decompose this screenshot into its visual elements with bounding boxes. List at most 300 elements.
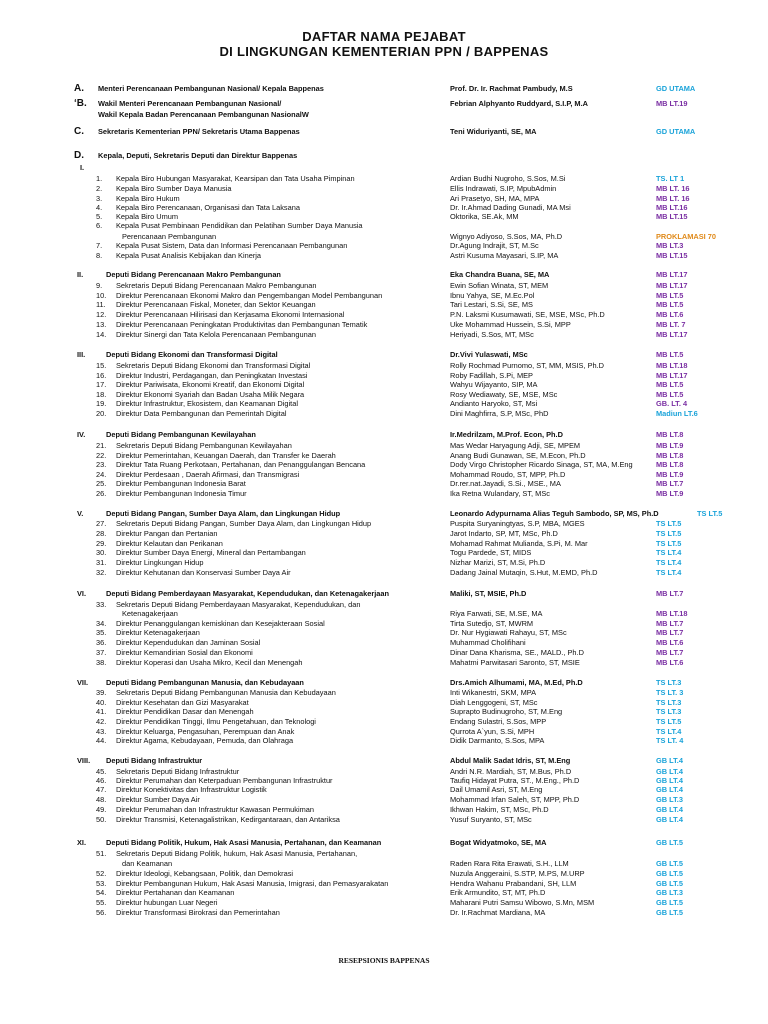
list-row xyxy=(0,310,768,320)
section-letter: A. xyxy=(74,83,84,94)
list-row xyxy=(0,509,768,519)
position-title: Sekretaris Deputi Bidang Infrastruktur xyxy=(116,767,240,776)
list-row xyxy=(0,174,768,184)
position-title: Deputi Bidang Infrastruktur xyxy=(106,756,203,765)
position-title: Direktur Kemandirian Sosial dan Ekonomi xyxy=(116,648,253,657)
location-badge: TS LT.3 xyxy=(656,678,682,687)
location-badge: GD UTAMA xyxy=(656,127,696,136)
position-title: Direktur Kependudukan dan Jaminan Sosial xyxy=(116,638,261,647)
list-row xyxy=(0,707,768,717)
location-badge: GB LT.5 xyxy=(656,879,683,888)
official-name: Ellis Indrawati, S.IP, MpubAdmin xyxy=(450,184,557,193)
list-row xyxy=(0,589,768,599)
position-title: Kepala Pusat Analisis Kebijakan dan Kinerja xyxy=(116,251,262,260)
list-row xyxy=(0,548,768,558)
row-number: 44. xyxy=(96,736,107,745)
official-name: Teni Widuriyanti, SE, MA xyxy=(450,127,537,136)
location-badge: MB LT.5 xyxy=(656,390,684,399)
list-row xyxy=(0,84,768,94)
position-title: Deputi Bidang Pembangunan Manusia, dan Kebudayaan xyxy=(106,678,304,687)
official-name: Dr. Nur Hygiawati Rahayu, ST, MSc xyxy=(450,628,567,637)
location-badge: MB LT.7 xyxy=(656,589,684,598)
position-title: Direktur Perencanaan Fiskal, Moneter, dan Sektor Keuangan xyxy=(116,300,316,309)
position-title: Direktur hubungan Luar Negeri xyxy=(116,898,218,907)
location-badge: Madiun LT.6 xyxy=(656,409,698,418)
official-name: Mohammad Roudo, ST, MPP, Ph.D xyxy=(450,470,566,479)
row-number: 28. xyxy=(96,529,107,538)
location-badge: MB LT.15 xyxy=(656,251,688,260)
list-row xyxy=(0,736,768,746)
row-number: 49. xyxy=(96,805,107,814)
row-number: 9. xyxy=(96,281,103,290)
list-row xyxy=(0,270,768,280)
list-row xyxy=(0,163,768,173)
location-badge: MB LT.6 xyxy=(656,658,684,667)
official-name: Togu Pardede, ST, MIDS xyxy=(450,548,532,557)
list-row xyxy=(0,628,768,638)
list-row xyxy=(0,888,768,898)
official-name: Puspita Suryaningtyas, S.P, MBA, MGES xyxy=(450,519,585,528)
location-badge: MB LT.17 xyxy=(656,330,688,339)
official-name: Febrian Alphyanto Ruddyard, S.I.P, M.A xyxy=(450,99,588,108)
location-badge: MB LT.17 xyxy=(656,371,688,380)
position-title: Menteri Perencanaan Pembangunan Nasional/ Kepala Bappenas xyxy=(98,84,324,93)
location-badge: MB LT.17 xyxy=(656,270,688,279)
row-number: VII. xyxy=(77,678,89,687)
location-badge: MB LT.9 xyxy=(656,441,684,450)
official-name: Yusuf Suryanto, ST, MSc xyxy=(450,815,532,824)
list-row xyxy=(0,638,768,648)
official-name: Dr.Agung Indrajit, ST, M.Sc xyxy=(450,241,539,250)
location-badge: GB LT.5 xyxy=(656,838,683,847)
location-badge: MB LT.9 xyxy=(656,470,684,479)
row-number: 36. xyxy=(96,638,107,647)
location-badge: MB LT.8 xyxy=(656,430,684,439)
list-row xyxy=(0,908,768,918)
official-name: Mahatmi Parwitasari Saronto, ST, MSIE xyxy=(450,658,580,667)
position-title: Kepala Biro Perencanaan, Organisasi dan Tata Laksana xyxy=(116,203,300,212)
position-title: Direktur Sinergi dan Tata Kelola Perencanaan Pembangunan xyxy=(116,330,316,339)
list-row xyxy=(0,869,768,879)
row-number: I. xyxy=(80,163,85,172)
official-name: Eka Chandra Buana, SE, MA xyxy=(450,270,550,279)
official-name: Mohammad Irfan Saleh, ST, MPP, Ph.D xyxy=(450,795,580,804)
row-number: 25. xyxy=(96,479,107,488)
row-number: 38. xyxy=(96,658,107,667)
row-number: 43. xyxy=(96,727,107,736)
location-badge: GB LT.4 xyxy=(656,785,683,794)
list-row xyxy=(0,320,768,330)
row-number: 3. xyxy=(96,194,103,203)
official-name: Uke Mohammad Hussein, S.Si, MPP xyxy=(450,320,571,329)
location-badge: MB LT. 16 xyxy=(656,184,690,193)
position-title: Deputi Bidang Politik, Hukum, Hak Asasi Manusia, Pertahanan, dan Keamanan xyxy=(106,838,382,847)
document-title-line2: DI LINGKUNGAN KEMENTERIAN PPN / BAPPENAS xyxy=(219,44,549,59)
position-title: Direktur Pendidikan Dasar dan Menengah xyxy=(116,707,254,716)
official-name: Endang Sulastri, S.Sos, MPP xyxy=(450,717,547,726)
location-badge: GB LT.3 xyxy=(656,888,683,897)
official-name: Dr.rer.nat.Jayadi, S.Si., MSE., MA xyxy=(450,479,561,488)
list-row xyxy=(0,558,768,568)
row-number: VI. xyxy=(77,589,87,598)
position-title: Direktur Penanggulangan kemiskinan dan Kesejakteraan Sosial xyxy=(116,619,325,628)
row-number: 47. xyxy=(96,785,107,794)
position-title: Direktur Keluarga, Pengasuhan, Perempuan dan Anak xyxy=(116,727,295,736)
row-number: 54. xyxy=(96,888,107,897)
row-number: 41. xyxy=(96,707,107,716)
row-number: 22. xyxy=(96,451,107,460)
list-row xyxy=(0,898,768,908)
position-title: Perencanaan Pembangunan xyxy=(122,232,217,241)
official-name: Rolly Rochmad Purnomo, ST, MM, MSIS, Ph.D xyxy=(450,361,605,370)
list-row xyxy=(0,519,768,529)
row-number: 19. xyxy=(96,399,107,408)
official-name: Nizhar Marizi, ST, M.Si, Ph.D xyxy=(450,558,546,567)
official-name: Qurrota A`yun, S.Si, MPH xyxy=(450,727,535,736)
list-row xyxy=(0,568,768,578)
location-badge: GB LT.5 xyxy=(656,898,683,907)
row-number: 52. xyxy=(96,869,107,878)
location-badge: MB LT.5 xyxy=(656,350,684,359)
official-name: Dody Virgo Christopher Ricardo Sinaga, ST, MA, M.Eng xyxy=(450,460,633,469)
row-number: 55. xyxy=(96,898,107,907)
position-title: Kepala Biro Hubungan Masyarakat, Kearsipan dan Tata Usaha Pimpinan xyxy=(116,174,355,183)
row-number: 40. xyxy=(96,698,107,707)
list-row xyxy=(0,859,768,869)
footer-text: RESEPSIONIS BAPPENAS xyxy=(338,956,430,965)
official-name: Jarot Indarto, SP, MT, MSc, Ph.D xyxy=(450,529,558,538)
official-name: Hendra Wahanu Prabandani, SH, LLM xyxy=(450,879,577,888)
location-badge: GB LT.5 xyxy=(656,869,683,878)
location-badge: GD UTAMA xyxy=(656,84,696,93)
row-number: 17. xyxy=(96,380,107,389)
row-number: 18. xyxy=(96,390,107,399)
official-name: Drs.Amich Alhumami, MA, M.Ed, Ph.D xyxy=(450,678,583,687)
row-number: 12. xyxy=(96,310,107,319)
row-number: 11. xyxy=(96,300,106,309)
official-name: Erik Armundito, ST, MT, Ph.D xyxy=(450,888,546,897)
row-number: 15. xyxy=(96,361,107,370)
list-row xyxy=(0,430,768,440)
official-name: Anang Budi Gunawan, SE, M.Econ, Ph.D xyxy=(450,451,586,460)
row-number: 1. xyxy=(96,174,103,183)
location-badge: TS LT.5 xyxy=(656,539,682,548)
location-badge: TS LT.5 xyxy=(656,519,682,528)
official-name: Muhammad Cholifihani xyxy=(450,638,526,647)
position-title: Direktur Perencanaan Hilirisasi dan Kerjasama Ekonomi Internasional xyxy=(116,310,345,319)
row-number: 33. xyxy=(96,600,107,609)
position-title: Sekretaris Kementerian PPN/ Sekretaris Utama Bappenas xyxy=(98,127,300,136)
row-number: 45. xyxy=(96,767,107,776)
list-row xyxy=(0,609,768,619)
position-title: Kepala Biro Hukum xyxy=(116,194,180,203)
row-number: 37. xyxy=(96,648,107,657)
row-number: 5. xyxy=(96,212,103,221)
official-name: Maliki, ST, MSIE, Ph.D xyxy=(450,589,527,598)
official-name: Ikhwan Hakim, ST, MSc, Ph.D xyxy=(450,805,549,814)
official-name: Dr. Ir.Ahmad Dading Gunadi, MA Msi xyxy=(450,203,571,212)
list-row xyxy=(0,330,768,340)
official-name: Ari Prasetyo, SH, MA, MPA xyxy=(450,194,540,203)
official-name: Ika Retna Wulandary, ST, MSc xyxy=(450,489,550,498)
position-title: Sekretaris Deputi Bidang Pembangunan Manusia dan Kebudayaan xyxy=(116,688,336,697)
position-title: Direktur Lingkungan Hidup xyxy=(116,558,204,567)
row-number: 29. xyxy=(96,539,107,548)
location-badge: MB LT.19 xyxy=(656,99,688,108)
list-row xyxy=(0,221,768,231)
location-badge: PROKLAMASI 70 xyxy=(656,232,716,241)
position-title: Direktur Sumber Daya Energi, Mineral dan Pertambangan xyxy=(116,548,306,557)
official-name: Nuzula Anggeraini, S.STP, M.PS, M.URP xyxy=(450,869,585,878)
location-badge: MB LT.6 xyxy=(656,638,684,647)
list-row xyxy=(0,815,768,825)
official-name: Taufiq Hidayat Putra, ST., M.Eng., Ph.D xyxy=(450,776,580,785)
list-row xyxy=(0,489,768,499)
official-name: P.N. Laksmi Kusumawati, SE, MSE, MSc, Ph.D xyxy=(450,310,605,319)
document-title-line1: DAFTAR NAMA PEJABAT xyxy=(302,29,466,44)
location-badge: MB LT.3 xyxy=(656,241,684,250)
section-letter: C. xyxy=(74,126,84,137)
position-title: Direktur Ketenagakerjaan xyxy=(116,628,200,637)
position-title: Ketenagakerjaan xyxy=(122,609,178,618)
position-title: Direktur Transformasi Birokrasi dan Pemerintahan xyxy=(116,908,280,917)
location-badge: TS LT.5 xyxy=(697,509,723,518)
position-title: Direktur Pemerintahan, Keuangan Daerah, dan Transfer ke Daerah xyxy=(116,451,336,460)
row-number: 26. xyxy=(96,489,107,498)
location-badge: MB LT.18 xyxy=(656,361,688,370)
row-number: II. xyxy=(77,270,84,279)
list-row xyxy=(0,678,768,688)
row-number: 10. xyxy=(96,291,107,300)
location-badge: TS LT.4 xyxy=(656,568,682,577)
position-title: Direktur Pembangunan Indonesia Barat xyxy=(116,479,246,488)
official-name: Leonardo Adypurnama Alias Teguh Sambodo, SP, MS, Ph.D xyxy=(450,509,659,518)
position-title: Direktur Pertahanan dan Keamanan xyxy=(116,888,235,897)
row-number: V. xyxy=(77,509,84,518)
position-title: Deputi Bidang Pembangunan Kewilayahan xyxy=(106,430,256,439)
location-badge: GB LT.5 xyxy=(656,908,683,917)
location-badge: MB LT.5 xyxy=(656,300,684,309)
official-name: Dr.Vivi Yulaswati, MSc xyxy=(450,350,528,359)
row-number: 7. xyxy=(96,241,103,250)
position-title: Direktur Ideologi, Kebangsaan, Politik, dan Demokrasi xyxy=(116,869,294,878)
row-number: 46. xyxy=(96,776,107,785)
official-name: Dadang Jainal Mutaqin, S.Hut, M.EMD, Ph.D xyxy=(450,568,598,577)
location-badge: GB LT.5 xyxy=(656,859,683,868)
official-name: Mohamad Rahmat Mulianda, S.Pi, M. Mar xyxy=(450,539,588,548)
official-name: Inti Wikanestri, SKM, MPA xyxy=(450,688,537,697)
position-title: Direktur Perumahan dan Keterpaduan Pembangunan Infrastruktur xyxy=(116,776,333,785)
section-letter: ‘B. xyxy=(74,98,87,109)
official-name: Maharani Putri Samsu Wibowo, S.Mn, MSM xyxy=(450,898,595,907)
list-row xyxy=(0,756,768,766)
row-number: 2. xyxy=(96,184,103,193)
position-title: Direktur Perumahan dan Infrastruktur Kawasan Permukiman xyxy=(116,805,314,814)
position-title: Deputi Bidang Pemberdayaan Masyarakat, Kependudukan, dan Ketenagakerjaan xyxy=(106,589,389,598)
location-badge: TS. LT 1 xyxy=(656,174,685,183)
row-number: III. xyxy=(77,350,86,359)
location-badge: MB LT.5 xyxy=(656,291,684,300)
location-badge: MB LT.18 xyxy=(656,609,688,618)
location-badge: MB LT. 16 xyxy=(656,194,690,203)
location-badge: TS LT.4 xyxy=(656,558,682,567)
position-title: Sekretaris Deputi Bidang Pembangunan Kewilayahan xyxy=(116,441,292,450)
position-title: Direktur Infrastruktur, Ekosistem, dan Keamanan Digital xyxy=(116,399,298,408)
row-number: 51. xyxy=(96,849,107,858)
row-number: 24. xyxy=(96,470,107,479)
list-row xyxy=(0,409,768,419)
list-row xyxy=(0,99,768,109)
row-number: 16. xyxy=(96,371,107,380)
official-name: Suprapto Budinugroho, ST, M.Eng xyxy=(450,707,563,716)
position-title: Kepala, Deputi, Sekretaris Deputi dan Direktur Bappenas xyxy=(98,151,298,160)
position-title: Sekretaris Deputi Bidang Pangan, Sumber Daya Alam, dan Lingkungan Hidup xyxy=(116,519,372,528)
official-name: Astri Kusuma Mayasari, S.IP, MA xyxy=(450,251,559,260)
row-number: 6. xyxy=(96,221,103,230)
position-title: Direktur Transmisi, Ketenagalistrikan, Kedirgantaraan, dan Antariksa xyxy=(116,815,340,824)
row-number: 48. xyxy=(96,795,107,804)
list-row xyxy=(0,658,768,668)
official-name: Heriyadi, S.Sos, MT, MSc xyxy=(450,330,534,339)
location-badge: GB. LT. 4 xyxy=(656,399,688,408)
position-title: Direktur Kehutanan dan Konservasi Sumber Daya Air xyxy=(116,568,291,577)
row-number: 8. xyxy=(96,251,103,260)
official-name: Dr. Ir.Rachmat Mardiana, MA xyxy=(450,908,546,917)
list-row xyxy=(0,838,768,848)
list-row xyxy=(0,110,768,120)
list-row xyxy=(0,399,768,409)
official-name: Tari Lestari, S.Si, SE, MS xyxy=(450,300,533,309)
row-number: 39. xyxy=(96,688,107,697)
position-title: Direktur Pariwisata, Ekonomi Kreatif, dan Ekonomi Digital xyxy=(116,380,305,389)
official-name: Roby Fadillah, S.Pi, MEP xyxy=(450,371,533,380)
location-badge: TS LT.5 xyxy=(656,529,682,538)
location-badge: TS LT. 3 xyxy=(656,688,684,697)
official-name: Ibnu Yahya, SE, M.Ec.Pol xyxy=(450,291,535,300)
official-name: Wignyo Adiyoso, S.Sos, MA, Ph.D xyxy=(450,232,563,241)
row-number: 27. xyxy=(96,519,107,528)
official-name: Oktorika, SE.Ak, MM xyxy=(450,212,519,221)
location-badge: GB LT.3 xyxy=(656,795,683,804)
official-name: Bogat Widyatmoko, SE, MA xyxy=(450,838,547,847)
list-row xyxy=(0,441,768,451)
position-title: Kepala Pusat Pembinaan Pendidikan dan Pelatihan Sumber Daya Manusia xyxy=(116,221,363,230)
position-title: Direktur Ekonomi Syariah dan Badan Usaha Milik Negara xyxy=(116,390,305,399)
location-badge: TS LT. 4 xyxy=(656,736,684,745)
position-title: Sekretaris Deputi Bidang Politik, hukum, Hak Asasi Manusia, Pertahanan, xyxy=(116,849,358,858)
position-title: Sekretaris Deputi Bidang Pemberdayaan Masyarakat, Kependudukan, dan xyxy=(116,600,361,609)
position-title: Direktur Pangan dan Pertanian xyxy=(116,529,218,538)
location-badge: TS LT.4 xyxy=(656,727,682,736)
location-badge: MB LT. 7 xyxy=(656,320,686,329)
position-title: Direktur Data Pembangunan dan Pemerintah Digital xyxy=(116,409,287,418)
official-name: Ir.Medrilzam, M.Prof. Econ, Ph.D xyxy=(450,430,563,439)
position-title: Direktur Sumber Daya Air xyxy=(116,795,200,804)
list-row xyxy=(0,151,768,161)
official-name: Ardian Budhi Nugroho, S.Sos, M.Si xyxy=(450,174,566,183)
list-row xyxy=(0,251,768,261)
list-row xyxy=(0,849,768,859)
location-badge: GB LT.4 xyxy=(656,776,683,785)
list-row xyxy=(0,184,768,194)
position-title: Direktur Tata Ruang Perkotaan, Pertahanan, dan Penanggulangan Bencana xyxy=(116,460,366,469)
list-row xyxy=(0,300,768,310)
location-badge: MB LT.5 xyxy=(656,380,684,389)
official-name: Andri N.R. Mardiah, ST, M.Bus, Ph.D xyxy=(450,767,572,776)
position-title: Deputi Bidang Pangan, Sumber Daya Alam, dan Lingkungan Hidup xyxy=(106,509,341,518)
official-name: Raden Rara Rita Erawati, S.H., LLM xyxy=(450,859,569,868)
list-row xyxy=(0,717,768,727)
position-title: Direktur Agama, Kebudayaan, Pemuda, dan Olahraga xyxy=(116,736,294,745)
location-badge: MB LT.16 xyxy=(656,203,688,212)
location-badge: GB LT.4 xyxy=(656,767,683,776)
list-row xyxy=(0,479,768,489)
row-number: VIII. xyxy=(77,756,91,765)
official-name: Prof. Dr. Ir. Rachmat Pambudy, M.S xyxy=(450,84,573,93)
location-badge: MB LT.17 xyxy=(656,281,688,290)
row-number: 4. xyxy=(96,203,103,212)
position-title: Kepala Biro Umum xyxy=(116,212,179,221)
position-title: Direktur Kelautan dan Perikanan xyxy=(116,539,223,548)
position-title: Kepala Biro Sumber Daya Manusia xyxy=(116,184,232,193)
position-title: Direktur Industri, Perdagangan, dan Peningkatan Investasi xyxy=(116,371,308,380)
row-number: IV. xyxy=(77,430,86,439)
list-row xyxy=(0,795,768,805)
row-number: 50. xyxy=(96,815,107,824)
location-badge: MB LT.7 xyxy=(656,619,684,628)
row-number: 56. xyxy=(96,908,107,917)
position-title: Sekretaris Deputi Bidang Perencanaan Makro Pembangunan xyxy=(116,281,317,290)
location-badge: GB LT.4 xyxy=(656,815,683,824)
position-title: Direktur Pendidikan Tinggi, Ilmu Pengetahuan, dan Teknologi xyxy=(116,717,316,726)
location-badge: MB LT.15 xyxy=(656,212,688,221)
official-name: Dini Maghfirra, S.P, MSc, PhD xyxy=(450,409,549,418)
list-row xyxy=(0,785,768,795)
location-badge: TS LT.3 xyxy=(656,698,682,707)
location-badge: TS LT.3 xyxy=(656,707,682,716)
official-name: Ewin Sofian Winata, ST, MEM xyxy=(450,281,549,290)
position-title: Direktur Perencanaan Ekonomi Makro dan Pengembangan Model Pembangunan xyxy=(116,291,383,300)
list-row xyxy=(0,805,768,815)
location-badge: MB LT.8 xyxy=(656,451,684,460)
official-name: Rosy Wediawaty, SE, MSE, MSc xyxy=(450,390,558,399)
row-number: 42. xyxy=(96,717,107,726)
official-name: Dinar Dana Kharisma, SE., MALD., Ph.D xyxy=(450,648,584,657)
position-title: Deputi Bidang Perencanaan Makro Pembangunan xyxy=(106,270,281,279)
location-badge: MB LT.7 xyxy=(656,479,684,488)
row-number: 35. xyxy=(96,628,107,637)
list-row xyxy=(0,529,768,539)
row-number: 23. xyxy=(96,460,107,469)
position-title: Sekretaris Deputi Bidang Ekonomi dan Transformasi Digital xyxy=(116,361,311,370)
official-name: Didik Darmanto, S.Sos, MPA xyxy=(450,736,545,745)
official-name: Abdul Malik Sadat Idris, ST, M.Eng xyxy=(450,756,571,765)
list-row xyxy=(0,688,768,698)
list-row xyxy=(0,380,768,390)
position-title: dan Keamanan xyxy=(122,859,173,868)
row-number: 20. xyxy=(96,409,107,418)
position-title: Direktur Pembangunan Hukum, Hak Asasi Manusia, Imigrasi, dan Pemasyarakatan xyxy=(116,879,389,888)
list-row xyxy=(0,648,768,658)
position-title: Kepala Pusat Sistem, Data dan Informasi Perencanaan Pembangunan xyxy=(116,241,348,250)
row-number: 34. xyxy=(96,619,107,628)
row-number: XI. xyxy=(77,838,87,847)
location-badge: TS LT.5 xyxy=(656,717,682,726)
row-number: 31. xyxy=(96,558,107,567)
list-row xyxy=(0,361,768,371)
position-title: Direktur Pembangunan Indonesia Timur xyxy=(116,489,247,498)
official-name: Diah Lenggogeni, ST, MSc xyxy=(450,698,538,707)
